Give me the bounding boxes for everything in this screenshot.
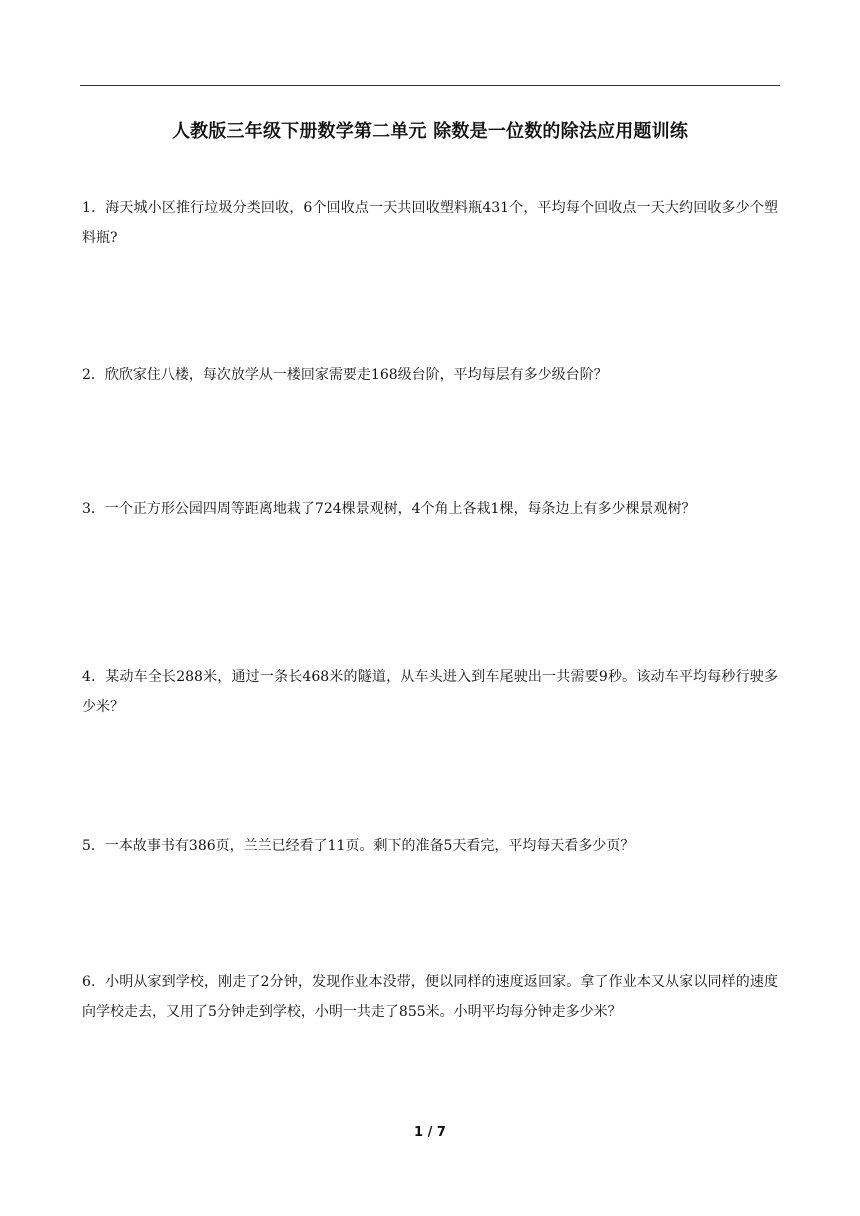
- header-rule: [80, 85, 780, 86]
- question-6: 6．小明从家到学校，刚走了2分钟，发现作业本没带，便以同样的速度返回家。拿了作业本又从家以同样的速度向学校走去，又用了5分钟走到学校，小明一共走了855米。小明平均每分钟走多少米？: [82, 974, 778, 1020]
- page-title: 人教版三年级下册数学第二单元 除数是一位数的除法应用题训练: [171, 121, 689, 142]
- question-3: 3．一个正方形公园四周等距离地栽了724棵景观树，4个角上各栽1棵，每条边上有多少棵景观树？: [82, 501, 696, 517]
- question-5: 5．一本故事书有386页，兰兰已经看了11页。剩下的准备5天看完，平均每天看多少页？: [82, 838, 635, 854]
- page-number: 1 / 7: [414, 1125, 446, 1140]
- question-4: 4．某动车全长288米，通过一条长468米的隧道，从车头进入到车尾驶出一共需要9秒。该动车平均每秒行驶多少米？: [82, 669, 778, 715]
- question-2: 2．欣欣家住八楼，每次放学从一楼回家需要走168级台阶，平均每层有多少级台阶？: [82, 367, 608, 383]
- question-1: 1．海天城小区推行垃圾分类回收，6个回收点一天共回收塑料瓶431个，平均每个回收点一天大约回收多少个塑料瓶?: [82, 200, 778, 246]
